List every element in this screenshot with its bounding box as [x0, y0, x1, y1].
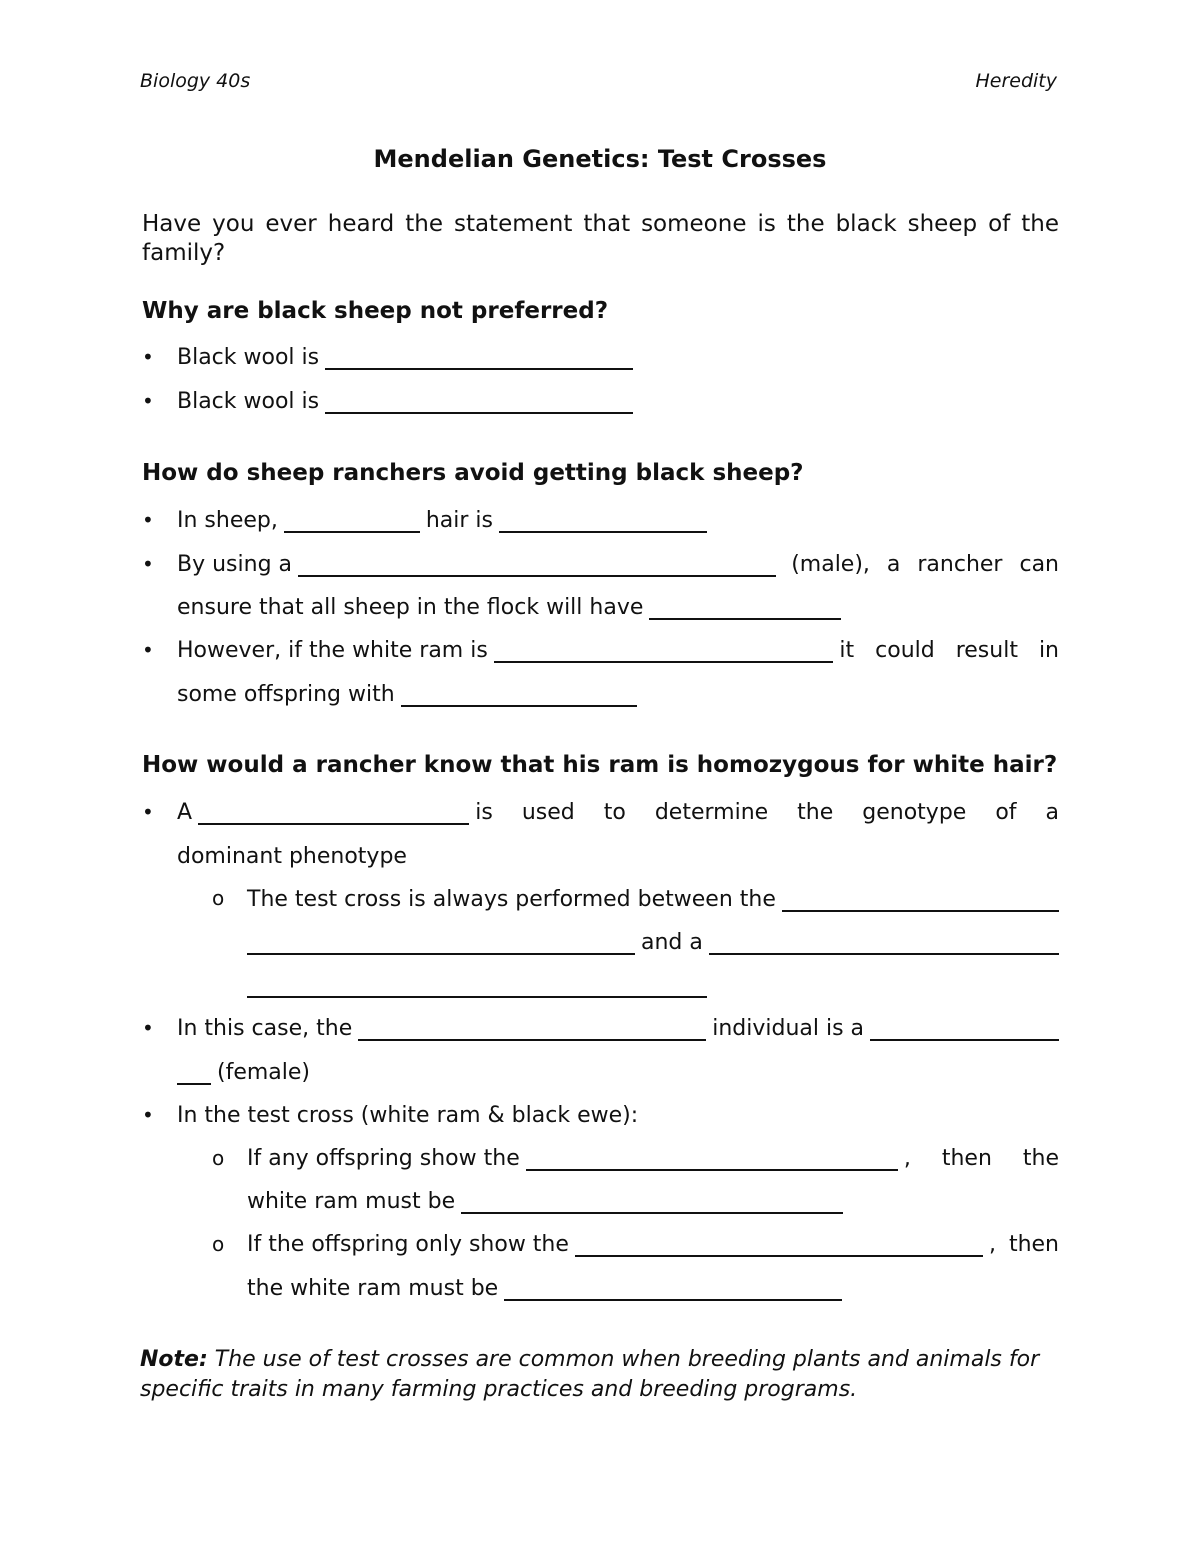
answer-blank[interactable]: [177, 1059, 211, 1085]
sub-list-item: [247, 1227, 1059, 1257]
list-item: [177, 340, 639, 370]
answer-blank[interactable]: [247, 972, 707, 998]
answer-blank[interactable]: [499, 507, 707, 533]
list-item: [177, 503, 713, 533]
answer-blank[interactable]: [325, 388, 633, 414]
answer-blank[interactable]: [284, 507, 420, 533]
item-text: individual is a: [712, 1016, 865, 1041]
note-text: The use of test crosses are common when breeding plants and animals for specific traits in many farming practices and breeding programs.: [140, 1347, 1040, 1402]
answer-blank[interactable]: [494, 637, 834, 663]
item-text: the white ram must be: [247, 1276, 499, 1301]
question-homozygous: How would a rancher know that his ram is homozygous for white hair?: [142, 752, 1058, 778]
item-text: Black wool is: [177, 389, 320, 414]
list-item-continued: [177, 839, 407, 869]
sub-list-item: [247, 882, 1059, 912]
answer-blank[interactable]: [504, 1275, 842, 1301]
bullet-icon: •: [142, 508, 154, 532]
answer-blank[interactable]: [461, 1188, 843, 1214]
answer-blank[interactable]: [325, 344, 633, 370]
sub-list-item-continued: [247, 925, 1059, 955]
answer-blank[interactable]: [709, 929, 1059, 955]
item-text: it could result in: [839, 638, 1059, 663]
list-item-continued: [177, 677, 643, 707]
item-text: ensure that all sheep in the flock will have: [177, 595, 644, 620]
answer-blank[interactable]: [358, 1015, 706, 1041]
list-item: [177, 1098, 638, 1128]
list-item: [177, 1011, 1059, 1041]
answer-blank[interactable]: [870, 1015, 1059, 1041]
intro-paragraph: Have you ever heard the statement that someone is the black sheep of the family?: [142, 211, 1059, 266]
question-black-sheep: Why are black sheep not preferred?: [142, 298, 609, 324]
item-text: some offspring with: [177, 682, 395, 707]
item-text: If any offspring show the: [247, 1146, 520, 1171]
item-text: , then the: [903, 1146, 1059, 1171]
question-avoid-black-sheep: How do sheep ranchers avoid getting black sheep?: [142, 460, 804, 486]
answer-blank[interactable]: [649, 594, 841, 620]
answer-blank[interactable]: [247, 929, 635, 955]
answer-blank[interactable]: [575, 1231, 983, 1257]
bullet-icon: •: [142, 1103, 154, 1127]
item-text: By using a: [177, 552, 293, 577]
item-text: white ram must be: [247, 1189, 456, 1214]
item-text: In the test cross (white ram & black ewe):: [177, 1103, 639, 1128]
item-text: In sheep,: [177, 508, 278, 533]
sub-list-item-continued: [247, 968, 713, 998]
sub-bullet-icon: o: [212, 1146, 225, 1170]
item-text: The test cross is always performed between the: [247, 887, 776, 912]
list-item-continued: [177, 590, 847, 620]
list-item: [177, 633, 1059, 663]
bullet-icon: •: [142, 800, 154, 824]
list-item: [177, 384, 639, 414]
sub-list-item: [247, 1141, 1059, 1171]
item-text: dominant phenotype: [177, 844, 407, 869]
note-label: Note:: [140, 1347, 208, 1372]
item-text: A: [177, 800, 193, 825]
item-text: , then: [988, 1232, 1059, 1257]
item-text: If the offspring only show the: [247, 1232, 569, 1257]
item-text: hair is: [425, 508, 494, 533]
item-text: (male), a rancher can: [791, 552, 1059, 577]
list-item-continued: [177, 1055, 310, 1085]
answer-blank[interactable]: [298, 551, 776, 577]
course-label: Biology 40s: [140, 70, 251, 92]
list-item: [177, 547, 1059, 577]
item-text: is used to determine the genotype of a: [475, 800, 1059, 825]
bullet-icon: •: [142, 389, 154, 413]
note-paragraph: [140, 1345, 1060, 1405]
sub-list-item-continued: [247, 1271, 848, 1301]
bullet-icon: •: [142, 552, 154, 576]
sub-bullet-icon: o: [212, 886, 225, 910]
sub-list-item-continued: [247, 1184, 849, 1214]
answer-blank[interactable]: [198, 799, 469, 825]
item-text: and a: [641, 930, 703, 955]
item-text: In this case, the: [177, 1016, 353, 1041]
bullet-icon: •: [142, 345, 154, 369]
item-text: However, if the white ram is: [177, 638, 488, 663]
list-item: [177, 795, 1059, 825]
answer-blank[interactable]: [782, 886, 1059, 912]
answer-blank[interactable]: [526, 1145, 898, 1171]
page-title: Mendelian Genetics: Test Crosses: [373, 145, 827, 173]
item-text: (female): [217, 1060, 311, 1085]
item-text: Black wool is: [177, 345, 320, 370]
unit-label: Heredity: [975, 70, 1057, 92]
bullet-icon: •: [142, 638, 154, 662]
bullet-icon: •: [142, 1016, 154, 1040]
answer-blank[interactable]: [401, 681, 637, 707]
sub-bullet-icon: o: [212, 1232, 225, 1256]
